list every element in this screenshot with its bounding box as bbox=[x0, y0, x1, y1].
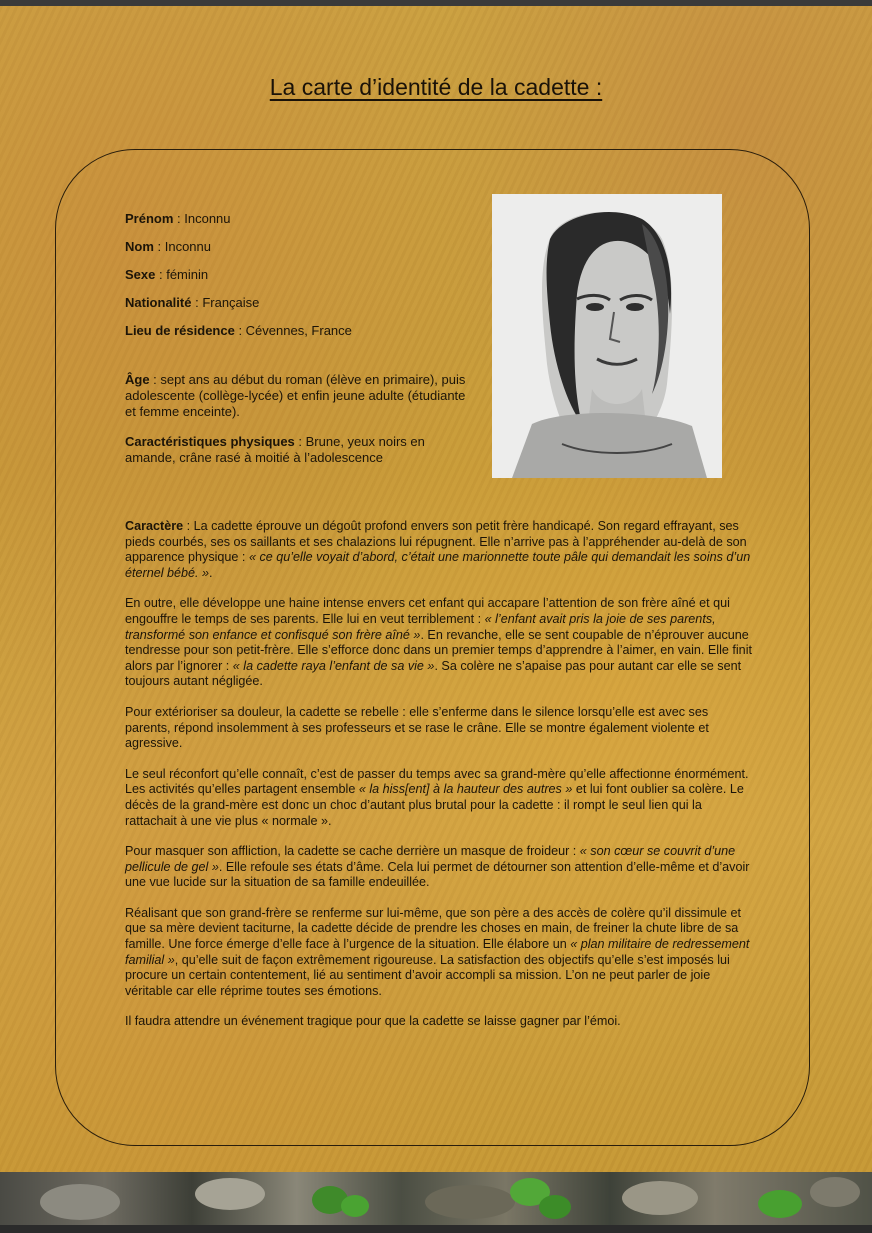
document-page bbox=[0, 6, 872, 1172]
footer-photo-strip bbox=[0, 1172, 872, 1225]
bottom-border bbox=[0, 1225, 872, 1233]
field-physique: Caractéristiques physiques : Brune, yeux noirs en amande, crâne rasé à moitié à l’adolescence bbox=[125, 434, 425, 465]
paragraph-4: Le seul réconfort qu’elle connaît, c’est de passer du temps avec sa grand-mère qu’elle affectionne énormément. Les activités qu’elles partagent ensemble « la hiss[ent] à la hauteur des autres » et lui font oublier sa colère. Le décès de la grand-mère est donc un choc d’autant plus brutal pour la cadette : il rompt le seul lien qui la rattachait à une vie plus « normale ». bbox=[125, 766, 749, 828]
portrait-drawing bbox=[492, 194, 722, 478]
caractere-text bbox=[125, 519, 757, 1045]
field-nationalite: Nationalité : Française bbox=[125, 295, 260, 310]
field-prenom: Prénom : Inconnu bbox=[125, 211, 231, 226]
field-sexe: Sexe : féminin bbox=[125, 267, 209, 282]
field-nom: Nom : Inconnu bbox=[125, 239, 211, 254]
paragraph-5: Pour masquer son affliction, la cadette se cache derrière un masque de froideur : « son cœur se couvrit d’une pellicule de gel ». Elle refoule ses états d’âme. Cela lui permet de détourner son attention d’elle-même et d’avoir une vue lucide sur la situation de sa famille endeuillée. bbox=[125, 844, 750, 890]
paragraph-2: En outre, elle développe une haine intense envers cet enfant qui accapare l’attention de son frère aîné et qui engouffre le temps de ses parents. Elle lui en veut terriblement : « l’enfant avait pris la joie de ses parents, transformé son enfance et confisqué son frère aîné ». En revanche, elle se sent coupable de n’éprouver aucune tendresse pour son petit-frère. Elle s’efforce donc dans un premier temps d’apprendre à l’aimer, en vain. Elle finit alors par l’ignorer : « la cadette raya l’enfant de sa vie ». Sa colère ne s’apaise pas pour autant car elle se sent toujours autant négligée. bbox=[125, 596, 752, 689]
identity-fields bbox=[125, 211, 475, 351]
field-age: Âge : sept ans au début du roman (élève en primaire), puis adolescente (collège-lycée) et enfin jeune adulte (étudiante et femme enceinte). bbox=[125, 372, 466, 419]
paragraph-1: Caractère : La cadette éprouve un dégoût profond envers son petit frère handicapé. Son regard effrayant, ses pieds courbés, ses os saillants et ses chalazions lui répugnent. Elle n’arrive pas à l’appréhender au-delà de son apparence physique : « ce qu’elle voyait d’abord, c’était une marionnette toute pâle qui demandait les soins d’un éternel bébé. ». bbox=[125, 519, 751, 580]
page-title: La carte d’identité de la cadette : bbox=[269, 74, 603, 100]
paragraph-6: Réalisant que son grand-frère se renferme sur lui-même, que son père a des accès de colère qu’il dissimule et que sa mère devient taciturne, la cadette décide de prendre les choses en main, de freiner la chute libre de sa famille. Une force émerge d’elle face à l’urgence de la situation. Elle élabore un « plan militaire de redressement familial », qu’elle suit de façon extrêmement rigoureuse. La satisfaction des objectifs qu’elle s’est imposés lui procure un certain contentement, lié au sentiment d’avoir accompli sa mission. L’on ne peut parler de joie véritable car elle réprime toutes ses émotions. bbox=[125, 905, 750, 998]
field-residence: Lieu de résidence : Cévennes, France bbox=[125, 323, 352, 338]
stone-plant-icon bbox=[0, 1172, 872, 1225]
paragraph-3: Pour extérioriser sa douleur, la cadette se rebelle : elle s’enferme dans le silence lorsqu’elle est avec ses parents, répond insolemment à ses professeurs et se rase le crâne. Elle se montre également violente et agressive. bbox=[125, 704, 709, 751]
portrait-sketch-icon bbox=[492, 194, 722, 478]
paragraph-7: Il faudra attendre un événement tragique pour que la cadette se laisse gagner par l’émoi. bbox=[125, 1014, 621, 1029]
